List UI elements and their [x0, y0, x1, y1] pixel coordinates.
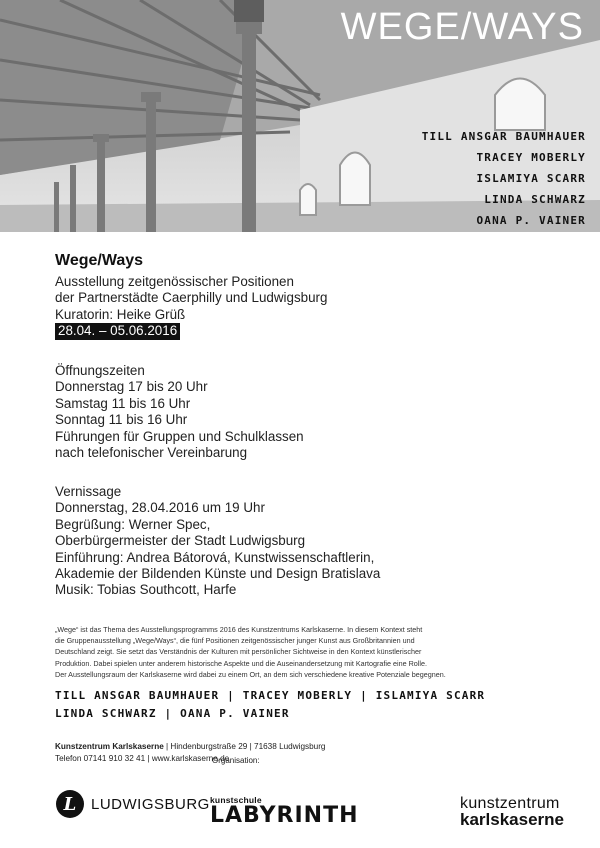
hours-heading: Öffnungszeiten [55, 363, 145, 378]
vernissage-line: Einführung: Andrea Bátorová, Kunstwissenschaftlerin, [55, 549, 375, 565]
venue-name: Kunstzentrum Karlskaserne [55, 742, 164, 751]
ludwigsburg-logo [55, 789, 210, 819]
info-line: der Partnerstädte Caerphilly und Ludwigsburg [55, 290, 328, 306]
opening-hours [55, 363, 304, 461]
vernissage-line: Begrüßung: Werner Spec, [55, 516, 211, 532]
organisation-label: Organisation: [212, 756, 260, 765]
ludwigsburg-emblem-icon [55, 789, 85, 819]
labyrinth-wordmark: LABYRINTH [210, 803, 359, 828]
curator-line: Kuratorin: Heike Grüß [55, 306, 186, 322]
description-line: die Gruppenausstellung „Wege/Ways“, die fünf Positionen zeitgenössischer junger Kunst aus Großbritannien und [55, 636, 415, 646]
hours-line: nach telefonischer Vereinbarung [55, 445, 248, 461]
description-line: Der Ausstellungsraum der Karlskaserne wird dabei zu einem Ort, an dem sich verschiedene kreative Potenziale begegnen. [55, 669, 446, 679]
karlskaserne-text: karlskaserne [460, 810, 564, 829]
contact-block [55, 741, 326, 765]
vernissage-line: Musik: Tobias Southcott, Harfe [55, 582, 237, 598]
kunstschule-text: kunstschule [210, 795, 262, 805]
kunstzentrum-text: kunstzentrum [460, 795, 560, 812]
date-badge: 28.04. – 05.06.2016 [55, 323, 180, 339]
svg-text:L: L [63, 794, 77, 815]
exhibition-title: Wege/Ways [55, 252, 144, 269]
artist-name: TILL ANSGAR BAUMHAUER [421, 130, 586, 143]
hero-title: WEGE/WAYS [340, 6, 584, 48]
artist-name: LINDA SCHWARZ [484, 193, 586, 206]
vernissage-line: Oberbürgermeister der Stadt Ludwigsburg [55, 533, 306, 549]
hours-line: Donnerstag 17 bis 20 Uhr [55, 379, 208, 395]
hours-line: Sonntag 11 bis 16 Uhr [55, 412, 188, 428]
vernissage-line: Donnerstag, 28.04.2016 um 19 Uhr [55, 500, 265, 516]
ludwigsburg-wordmark: LUDWIGSBURG [91, 795, 210, 813]
venue-phone-web: Telefon 07141 910 32 41 | www.karlskaserne.de [55, 754, 230, 763]
artist-name: TRACEY MOBERLY [476, 151, 586, 164]
vernissage-line: Akademie der Bildenden Künste und Design Bratislava [55, 566, 381, 582]
hours-line: Führungen für Gruppen und Schulklassen [55, 428, 304, 444]
description-line: „Wege“ ist das Thema des Ausstellungsprogramms 2016 des Kunstzentrums Karlskaserne. In diesem Kontext steht [55, 625, 423, 634]
karlskaserne-logo [460, 795, 564, 830]
vernissage-heading: Vernissage [55, 484, 122, 499]
artist-name: ISLAMIYA SCARR [476, 172, 586, 185]
info-line: Ausstellung zeitgenössischer Positionen [55, 274, 294, 289]
labyrinth-logo [210, 795, 359, 828]
hero-image [0, 0, 600, 232]
description-line: Produktion. Dabei spielen unter anderem historische Aspekte und die Auseinandersetzung mit Kartografie eine Rolle. [55, 658, 427, 668]
vernissage [55, 484, 380, 599]
exhibition-description [55, 624, 565, 680]
artist-line: LINDA SCHWARZ | OANA P. VAINER [55, 707, 290, 720]
hours-line: Samstag 11 bis 16 Uhr [55, 395, 191, 411]
venue-address: | Hindenburgstraße 29 | 71638 Ludwigsburg [163, 742, 326, 751]
artist-name: OANA P. VAINER [476, 214, 586, 227]
artist-line: TILL ANSGAR BAUMHAUER | TRACEY MOBERLY | ISLAMIYA SCARR [55, 689, 486, 702]
exhibition-info [55, 274, 327, 340]
artist-list [422, 126, 586, 231]
description-line: Deutschland zeigt. Sie setzt das Verständnis der Kulturen mit persönlicher Sichtweise in den Kontext künstlerischer [55, 647, 422, 657]
